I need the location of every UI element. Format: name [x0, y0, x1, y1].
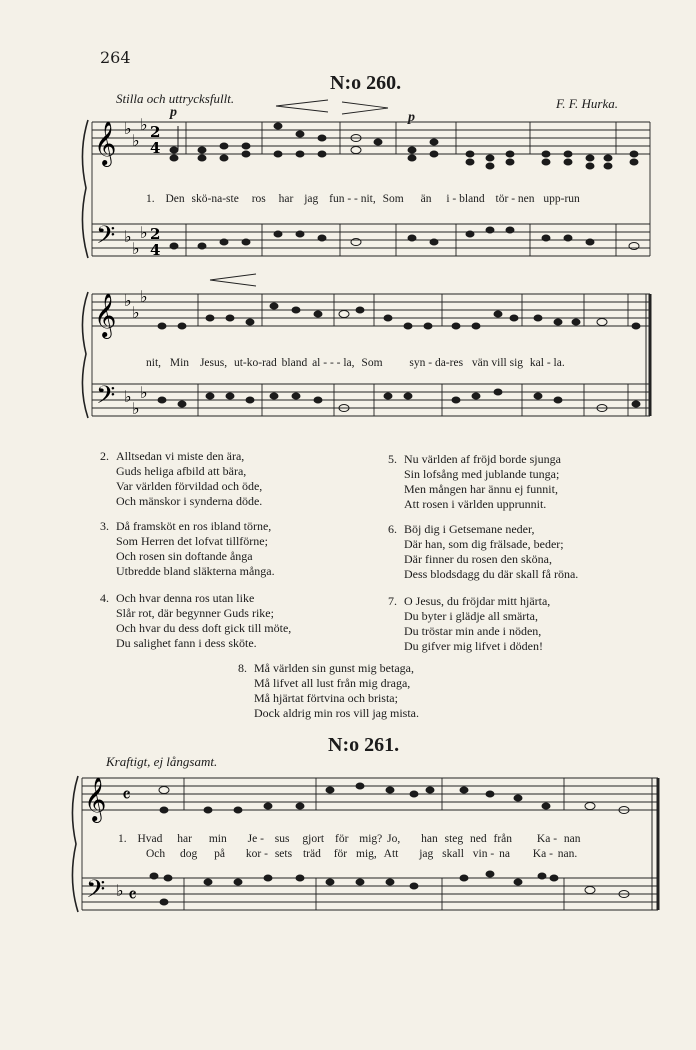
lyric-syllable: mig? [359, 833, 383, 845]
verse-line: Och hvar du dess doft gick till möte, [116, 621, 292, 635]
page-number: 264 [100, 48, 131, 67]
lyric-syllable: än [420, 193, 432, 205]
svg-text:♭: ♭ [132, 239, 140, 258]
verse-line: Böj dig i Getsemane neder, [404, 522, 535, 536]
lyric-syllable: sus [274, 833, 290, 845]
verse-line: Och rosen sin doftande ånga [116, 549, 253, 563]
verse-3 [100, 519, 275, 579]
verse-line: Slår rot, där begynner Guds rike; [116, 606, 274, 620]
lyric-syllable: Och [146, 848, 166, 860]
lyric-syllable: Jesus, [199, 357, 228, 369]
lyric-syllable: na [499, 848, 510, 860]
verse-line: Guds heliga afbild att bära, [116, 464, 247, 478]
lyric-syllable: min [208, 833, 227, 845]
lyric-syllable: skall [442, 848, 464, 860]
verse-number: 7. [388, 594, 397, 608]
lyric-syllable: gjort [302, 833, 325, 845]
music-system-261-1 [68, 766, 664, 926]
lyric-syllable: vill [491, 357, 507, 369]
verse-number: 4. [100, 591, 109, 605]
svg-text:2: 2 [150, 225, 161, 243]
verse-line: Då framsköt en ros ibland törne, [116, 519, 272, 533]
lyric-syllable: dog [180, 848, 198, 860]
verse-line: Där finner du rosen den sköna, [404, 552, 552, 566]
lyric-syllable: för [334, 833, 349, 845]
svg-text:♭: ♭ [132, 399, 140, 418]
lyric-syllable: för [333, 848, 348, 860]
verse-4 [100, 591, 292, 651]
lyric-syllable: steg [444, 833, 464, 845]
verse-number: 8. [238, 661, 247, 675]
verse-line: Och hvar denna ros utan like [116, 591, 255, 605]
lyric-syllable: ned [470, 833, 487, 845]
svg-text:♭: ♭ [124, 119, 132, 138]
svg-text:♭: ♭ [124, 387, 132, 406]
verse-7 [388, 594, 551, 654]
lyric-syllable: fun - - nit, [329, 193, 376, 205]
lyric-syllable: al - - - la, [312, 357, 355, 369]
lyric-syllable: Den [165, 193, 185, 205]
lyric-syllable: Hvad [137, 833, 163, 845]
verse-2 [100, 449, 263, 509]
svg-text:𝄢: 𝄢 [96, 221, 116, 256]
verse-line: Som Herren det lofvat tillförne; [116, 534, 268, 548]
hymn-260-title: N:o 260. [330, 72, 402, 94]
lyric-syllable: kor - [245, 848, 268, 860]
svg-text:♭: ♭ [140, 383, 148, 402]
lyric-syllable: Jo, [387, 833, 401, 845]
verse-line: Du gifver mig lifvet i döden! [404, 639, 543, 653]
lyric-syllable: ros [251, 193, 266, 205]
verse-number: 1. [118, 833, 127, 845]
svg-text:♭: ♭ [140, 223, 148, 242]
verse-8 [238, 661, 419, 721]
lyric-syllable: nan [563, 833, 581, 845]
svg-text:♭: ♭ [140, 287, 148, 306]
lyric-syllable: tör - nen [495, 193, 535, 205]
lyric-line-261-2 [146, 848, 577, 860]
lyric-syllable: Min [169, 357, 190, 369]
svg-text:4: 4 [150, 241, 161, 259]
verse-number: 3. [100, 519, 109, 533]
dynamic-marking: p [408, 110, 415, 125]
verse-line: Du tröstar min ande i nöden, [404, 624, 542, 638]
lyric-syllable: vin - [472, 848, 495, 860]
lyric-line-260-2 [146, 357, 565, 369]
svg-text:𝄞: 𝄞 [84, 777, 107, 821]
svg-text:𝄞: 𝄞 [94, 293, 117, 337]
lyric-syllable: har [177, 833, 192, 845]
lyric-syllable: upp-run [543, 193, 580, 205]
verse-line: Dock aldrig min ros vill jag mista. [254, 706, 419, 720]
verse-line: Men mången har ännu ej funnit, [404, 482, 558, 496]
lyric-syllable: i - bland [446, 193, 485, 205]
lyric-syllable: Som [382, 193, 404, 205]
lyric-syllable: kal - la. [529, 357, 565, 369]
lyric-line-261-1 [118, 833, 581, 845]
lyric-syllable: Som [361, 357, 383, 369]
svg-text:4: 4 [150, 139, 161, 157]
verse-line: Må världen sin gunst mig betaga, [254, 661, 414, 675]
svg-text:♭: ♭ [140, 115, 148, 134]
svg-text:♭: ♭ [124, 291, 132, 310]
verse-number: 2. [100, 449, 109, 463]
svg-text:𝄴: 𝄴 [128, 883, 137, 907]
lyric-syllable: nit, [146, 357, 162, 369]
lyric-syllable: vän [471, 357, 489, 369]
hymn-260-tempo: Stilla och uttrycksfullt. [116, 91, 235, 106]
verse-line: Utbredde bland släkterna många. [116, 564, 275, 578]
lyric-syllable: mig, [356, 848, 377, 860]
verse-line: Att rosen i världen upprunnit. [404, 497, 547, 511]
verse-6 [388, 522, 579, 582]
verse-line: Där han, som dig frälsade, beder; [404, 537, 564, 551]
lyric-syllable: han [421, 833, 438, 845]
verse-line: Sin lofsång med jublande tunga; [404, 467, 560, 481]
svg-text:𝄢: 𝄢 [86, 875, 106, 910]
svg-text:♭: ♭ [132, 303, 140, 322]
verse-line: Må lifvet all lust från mig draga, [254, 676, 411, 690]
lyric-syllable: Ka - [536, 833, 558, 845]
lyric-line-260-1 [146, 193, 580, 205]
lyric-syllable: från [493, 833, 513, 845]
lyric-syllable: nan. [557, 848, 578, 860]
verse-5 [388, 452, 561, 512]
lyric-syllable: syn - da-res [409, 357, 464, 369]
lyric-syllable: sets [274, 848, 293, 860]
verse-line: Du salighet fann i dess sköte. [116, 636, 257, 650]
verse-line: Du byter i glädje all smärta, [404, 609, 538, 623]
svg-text:𝄢: 𝄢 [96, 381, 116, 416]
verse-line: Alltsedan vi miste den ära, [116, 449, 245, 463]
lyric-syllable: bland [281, 357, 308, 369]
svg-text:♭: ♭ [124, 227, 132, 246]
verse-line: O Jesus, du fröjdar mitt hjärta, [404, 594, 551, 608]
verse-line: Dess blodsdagg du där skall få röna. [404, 567, 579, 581]
verse-line: Och mänskor i synderna döde. [116, 494, 263, 508]
verse-number: 5. [388, 452, 397, 466]
lyric-syllable: jag [419, 848, 434, 860]
lyric-syllable: har [278, 193, 294, 205]
lyric-syllable: skö-na-ste [191, 193, 239, 205]
verse-line: Var världen förvildad och öde, [116, 479, 263, 493]
lyric-syllable: träd [302, 848, 321, 860]
lyric-syllable: Ka - [532, 848, 553, 860]
verse-number: 6. [388, 522, 397, 536]
verse-line: Nu världen af fröjd borde sjunga [404, 452, 561, 466]
lyric-syllable: Att [383, 848, 399, 860]
svg-text:♭: ♭ [116, 881, 124, 900]
lyric-syllable: ut-ko-rad [233, 357, 277, 369]
lyric-syllable: jag [304, 193, 319, 205]
lyric-syllable: Je - [247, 833, 264, 845]
hymn-261-tempo: Kraftigt, ej långsamt. [106, 754, 218, 769]
verse-line: Må hjärtat förtvina och brista; [254, 691, 398, 705]
hymn-261-title: N:o 261. [328, 734, 400, 756]
verse-number: 1. [146, 193, 155, 205]
dynamic-marking: p [170, 105, 177, 120]
lyric-syllable: sig [509, 357, 524, 369]
lyric-syllable: på [214, 848, 226, 860]
svg-text:2: 2 [150, 123, 161, 141]
svg-text:𝄴: 𝄴 [122, 783, 131, 807]
svg-text:♭: ♭ [132, 131, 140, 150]
svg-text:𝄞: 𝄞 [94, 121, 117, 165]
hymn-260-composer: F. F. Hurka. [556, 96, 618, 111]
